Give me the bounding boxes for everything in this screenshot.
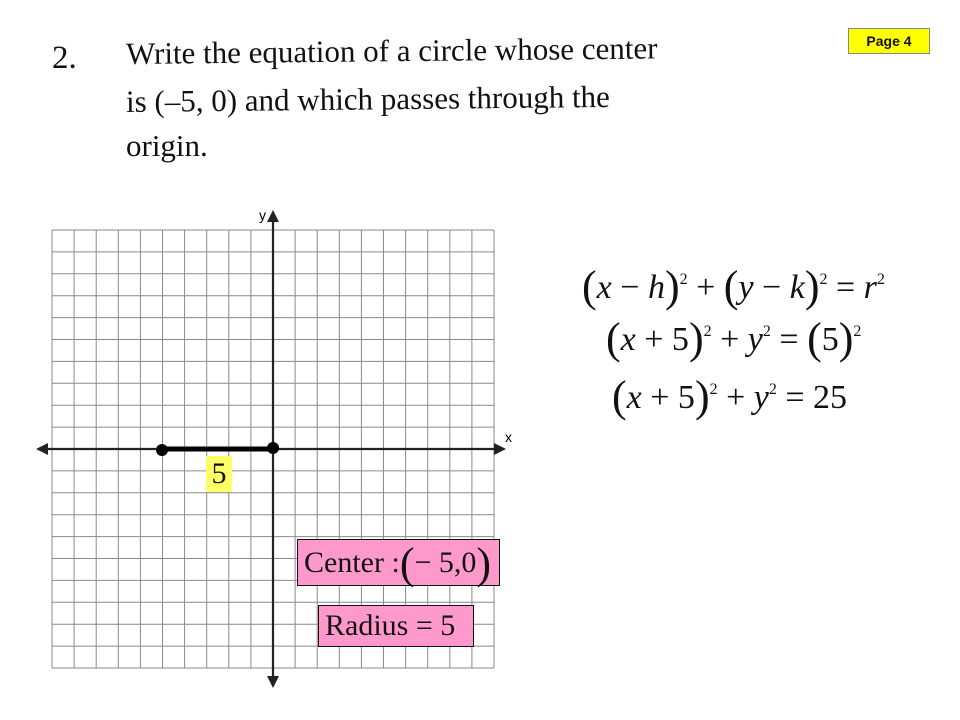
x-axis-label: x <box>505 429 512 445</box>
center-point <box>156 444 168 456</box>
center-answer-box: Center : ( − 5,0 ) <box>297 539 500 586</box>
general-circle-equation: $(x - h)^2 + (y - k)^2 = r^2$ <box>582 262 885 311</box>
y-axis-arrow-down <box>267 676 279 688</box>
x-axis-arrow-left <box>36 443 48 455</box>
radius-answer-box: Radius = 5 <box>318 605 474 647</box>
question-line-3: origin. <box>126 128 208 163</box>
y-axis-label: y <box>259 207 266 223</box>
question-line-2: is (–5, 0) and which passes through the <box>125 78 611 119</box>
question-number: 2. <box>52 40 77 76</box>
final-equation: $(x + 5)^2 + y^2 = 25$ <box>612 372 848 421</box>
page-number-badge: Page 4 <box>848 28 930 54</box>
y-axis-arrow-up <box>267 210 279 222</box>
question-line-1: Write the equation of a circle whose center <box>125 30 658 71</box>
substituted-equation: $(x + 5)^2 + y^2 = (5)^2$ <box>606 314 862 363</box>
radius-length-label: 5 <box>206 456 232 492</box>
origin-point <box>267 442 279 454</box>
